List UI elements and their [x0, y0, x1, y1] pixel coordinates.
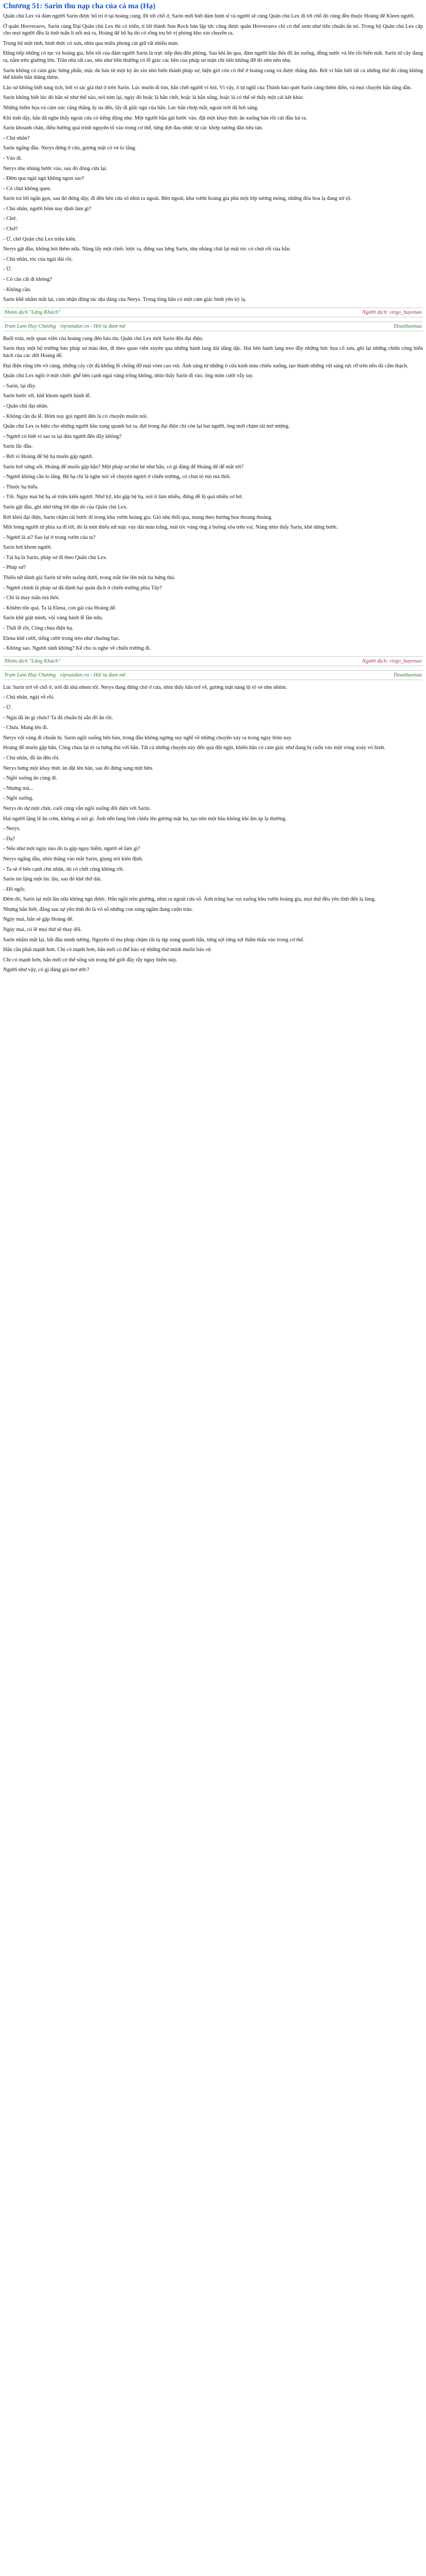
- story-paragraph: Lão sư không biết tung tích, bởi vì tác giả thứ ở trên Sarin. Lúc muốn đi tìm, hắn chết người vì hỏi. Vì vậy, ô tự nghĩ của Thánh bảo quét Sarin càng thêm điên, và mọi chuyện hẳn tăng dần.: [3, 84, 412, 91]
- site-credit: [4, 324, 125, 329]
- story-paragraph: Hoàng đế muốn gặp hắn, Công chúa lại tỏ ra hứng thú với hắn. Tất cả những chuyện này đến quá đột ngột, khiến hắn có cảm giác như đang bị cuốn vào một vòng xoáy vô hình.: [3, 745, 386, 751]
- site-tagline: vipvandan.vn - Hội tụ đam mê: [60, 672, 126, 678]
- translation-group: Nhóm dịch "Lăng Khách": [4, 658, 60, 664]
- story-paragraph: - Đêm qua ngài ngủ không ngon sao?: [3, 176, 85, 182]
- story-paragraph: Sarin không biết lúc đó hắn sẽ như thế nào, nói tóm lại, ngày đó hoặc là hắn chết, hoặc là hắn sống, hoặc là có thể sẽ thấy một cái kết khác.: [3, 95, 305, 101]
- story-paragraph: - Chưa. Mang lên đi.: [3, 725, 48, 731]
- story-paragraph: Nhưng hắn biết, đằng sau sự yên tĩnh đó là vô số những con sóng ngầm đang cuộn trào.: [3, 906, 193, 912]
- story-paragraph: Chỉ có mạnh hơn, hắn mới có thể sống sót trong thế giới đầy rẫy nguy hiểm này.: [3, 957, 177, 963]
- story-paragraph: Đăng tiếp những có tục và hoàng gia, hôn tối của đám người Sarin là trực tiếp đưa đến phòng. Sau khi ăn qua, đám người hầu đưa đồ ăn xuống, đồng nước và lên rồi biến mất. Sarin từ cây đang ra, nằm trên giường lớn. Trần nhà rất cao, nêu như tiền thường có lỗ giác các bên của pháp sư mặn chỉ tiến không đỡ đó nên nên nhẹ.: [3, 50, 423, 63]
- story-paragraph: Thiếu nữ đánh giá Sarin từ trên xuống dưới, trong mắt lóe lên một tia hứng thú.: [3, 575, 175, 581]
- story-paragraph: - Đồ ngốc.: [3, 886, 26, 892]
- story-paragraph: - Vào đi.: [3, 155, 22, 161]
- story-paragraph: Sarin khoanh chân, điều hướng quá trình nguyên tố vào trong cơ thể, từng đợt đau nhức từ các khớp xương dần tiêu tán.: [3, 125, 264, 131]
- story-paragraph: Sarin hơi khom người.: [3, 545, 52, 551]
- story-paragraph: Hắn cần phải mạnh hơn. Chỉ có mạnh hơn, hắn mới có thể bảo vệ những thứ mình muốn bảo vệ.: [3, 947, 212, 953]
- site-name: Trạm Lam Huy Chương: [4, 672, 56, 678]
- story-paragraph: Ngày mai, hắn sẽ gặp Hoàng đế.: [3, 917, 74, 923]
- story-paragraph: - Chờ?: [3, 226, 18, 232]
- story-paragraph: - Không cần đa lễ. Hôm nay gọi ngươi đến là có chuyện muốn nói.: [3, 413, 148, 419]
- story-paragraph: - Ta sẽ ở bên cạnh chủ nhân, dù có chết cũng không rời.: [3, 866, 124, 872]
- editor-name: Doanbaonau: [394, 323, 422, 329]
- story-paragraph: Nerys do dự một chút, cuối cùng vẫn ngồi xuống đối diện với Sarin.: [3, 805, 151, 811]
- story-paragraph: Quân chủ Lex và đám người Sarin được bố trí ở tại hoàng cung. Đi tới chỗ ở, Sarin mới biết đám binh sĩ và người sẽ cùng Quân chủ Lex đi tới chỗ đó cùng đều thuộc Hoàng đế Kleen người.: [3, 13, 415, 19]
- story-paragraph: Quân chủ Lex ra hiệu cho những người hầu xung quanh lui ra, đợi trong đại điện chỉ còn lại hai người, ông mới chậm rãi mở miệng.: [3, 423, 290, 430]
- story-paragraph: Những hiểm họa và cảm xúc căng thẳng ấy ùa đến, lấy đi giấc ngủ của hắn. Lúc hắn chợp mắt, ngoài trời đã hơi sáng.: [3, 105, 258, 111]
- chapter-page: [0, 0, 426, 982]
- story-paragraph: - Có cần cắt đi không?: [3, 277, 52, 283]
- story-paragraph: Nerys bưng một khay thức ăn đặt lên bàn, sau đó đứng sang một bên.: [3, 765, 154, 771]
- story-paragraph: - Chủ nhân?: [3, 135, 30, 141]
- story-paragraph: Elena khẽ cười, tiếng cười trong trẻo như chuông bạc.: [3, 635, 120, 641]
- story-paragraph: Người như vậy, có gì đáng giá mơ ước?: [3, 967, 89, 973]
- story-paragraph: - Ngồi xuống.: [3, 795, 34, 802]
- story-paragraph: - Chủ nhân, người hôm nay định làm gì?: [3, 206, 91, 212]
- story-paragraph: Sarin lắc đầu.: [3, 444, 33, 450]
- chapter-title: Chương 51: Sarin thu nạp cha của cá ma (Hạ): [3, 2, 156, 10]
- story-paragraph: - Thuộc hạ hiểu.: [3, 484, 39, 490]
- story-paragraph: - Ngươi là ai? Sao lại ở trong vườn của ta?: [3, 534, 96, 540]
- story-paragraph: - Chỉ là may mắn mà thôi.: [3, 595, 60, 601]
- story-paragraph: Ngày mai, có lẽ mọi thứ sẽ thay đổi.: [3, 927, 82, 933]
- site-tagline: vipvandan.vn - Hội tụ đam mê: [60, 323, 126, 329]
- translation-group: Nhóm dịch "Lăng Khách": [4, 309, 60, 315]
- story-paragraph: - Tại hạ là Sarin, pháp sư đi theo Quân chủ Lex.: [3, 554, 107, 561]
- story-paragraph: Sarin bước tới, khẽ khom người hành lễ.: [3, 393, 91, 399]
- story-paragraph: - Ngươi không cần lo lắng. Bệ hạ chỉ là nghe nói về chuyện ngươi ở chiến trường, có chút tò mò mà thôi.: [3, 474, 231, 480]
- story-paragraph: - Ừ.: [3, 705, 12, 710]
- story-paragraph: - Ngài đã ăn gì chưa? Ta đã chuẩn bị sẵn đồ ăn rồi.: [3, 715, 113, 721]
- story-paragraph: Ở quân Hreverasvs, Sarin cùng Đại Quân chủ Lex thì có triển, tỉ lời thành Sun Rock bản lập tức cũng được quân Hreverasvs chi có thể xem như tiến chuẩn ẩn nó. Trong bộ Quân chủ Lex cấp cho mọi người đều là tinh tuấn lí nổi mà ra, Hoàng đế bộ hạ thì có rồng trụ bô vị phòng kho xin chuyền ra.: [3, 23, 423, 37]
- story-paragraph: Hai người lặng lẽ ăn cơm, không ai nói gì. Ánh nến lung linh chiếu lên gương mặt họ, tạo nên một bầu không khí ấm áp lạ thường.: [3, 816, 287, 822]
- story-paragraph: - Có chút không quen.: [3, 185, 52, 192]
- story-paragraph: Một bóng người từ phía xa đi tới, đó là một thiếu nữ mặc váy dài màu trắng, mái tóc vàng óng ả buông xõa trên vai. Nàng nhìn thấy Sarin, khẽ dừng bước.: [3, 524, 338, 531]
- story-paragraph: - Dạ?: [3, 836, 15, 842]
- story-paragraph: - Pháp sư?: [3, 565, 26, 571]
- story-paragraph: Sarin không có cảm giác hứng phấn, mặc dù bản từ một kỳ ăn xin nhỏ biến thành pháp sư, hiện giờ còn có thể ở hoàng cung và được thăng đưa. Bởi vì hắn biết tất cả những thứ đó cũng không thể khiến hắn thăng thêm.: [3, 67, 423, 81]
- story-paragraph: - Không cần.: [3, 286, 31, 293]
- chapter-section: [3, 684, 423, 974]
- story-paragraph: Đại điện rộng lớn vô cùng, những cây cột đá khổng lồ chống đỡ mái vòm cao vút. Ánh sáng từ những ô cửa kính màu chiếu xuống, tạo thành những vệt sáng rực rỡ trên nền đá cẩm thạch.: [3, 363, 408, 369]
- story-paragraph: - Ừ, chờ Quân chủ Lex triệu kiến.: [3, 236, 77, 242]
- story-paragraph: - Tốt. Ngày mai bệ hạ sẽ triệu kiến ngươi. Nhớ kỹ, khi gặp bệ hạ, nói ít làm nhiều, đừng để lộ quá nhiều sơ hở.: [3, 494, 243, 500]
- story-paragraph: Sarin im lặng một lúc lâu, sau đó khẽ thở dài.: [3, 876, 102, 883]
- story-paragraph: Sarin gật đầu, ghi nhớ từng lời dặn dò của Quân chủ Lex.: [3, 504, 128, 510]
- credit-bar: [3, 308, 423, 317]
- story-paragraph: Lúc Sarin trở về chỗ ở, trời đã nhá nhem tối. Nerys đang đứng chờ ở cửa, nhìn thấy hắn trở về, gương mặt nàng lộ rõ vẻ nhẹ nhõm.: [3, 684, 287, 690]
- editor-bar: [3, 670, 423, 680]
- story-paragraph: Buổi trưa, một quan viên của hoàng cung đến báo tin, Quân chủ Lex mời Sarin đến đại điện.: [3, 335, 204, 342]
- story-paragraph: Sarin nhắm mắt lại, bắt đầu minh tưởng. Nguyên tố ma pháp chậm rãi tụ tập xung quanh hắn, từng sợi từng sợi thẩm thấu vào trong cơ thể.: [3, 937, 305, 943]
- story-paragraph: - Ngồi xuống ăn cùng đi.: [3, 775, 57, 782]
- story-paragraph: Sarin ngẩng đầu. Nerys đứng ở cửa, gương mặt có vẻ lo lắng.: [3, 145, 137, 151]
- story-paragraph: - Chủ nhân, tóc của ngài dài rồi.: [3, 256, 73, 262]
- story-paragraph: - Nerys.: [3, 826, 21, 832]
- story-paragraph: - Thất lễ rồi, Công chúa điện hạ.: [3, 625, 73, 632]
- story-paragraph: Sarin hơi sửng sốt. Hoàng đế muốn gặp hắn? Một pháp sư nhỏ bé như hắn, có gì đáng để Hoàng đế để mắt tới?: [3, 464, 244, 470]
- story-paragraph: Nerys gật đầu, không hỏi thêm nữa. Nàng lấy một chiếc lược ra, đứng sau lưng Sarin, nhẹ nhàng chải lại mái tóc có chút rối của hắn.: [3, 246, 291, 252]
- story-paragraph: - Sarin, lại đây.: [3, 383, 36, 389]
- story-paragraph: - Ngươi có biết vì sao ta lại đưa ngươi đến đây không?: [3, 433, 122, 439]
- story-paragraph: - Chủ nhân, đồ ăn đến rồi.: [3, 755, 60, 761]
- story-paragraph: - Không sao. Ngươi rảnh không? Kể cho ta nghe về chiến trường đi.: [3, 646, 151, 652]
- story-paragraph: Quân chủ Lex ngồi ở một chiếc ghế bên cạnh ngai vàng trống không, nhìn thấy Sarin đi vào, ông mỉm cười vẫy tay.: [3, 373, 254, 379]
- story-paragraph: - Quân chủ đại nhân.: [3, 403, 48, 409]
- credit-bar: [3, 656, 423, 666]
- site-credit: [4, 672, 125, 678]
- story-paragraph: Trung bộ một tính, hình thức có xưa, nhìn qua miêu phong cát giữ rất nhiều màn.: [3, 40, 179, 46]
- story-paragraph: Khi tỉnh dậy, hắn đã nghe thấy ngoài cửa có tiếng động nhẹ. Một người hầu gái bước vào, đặt một khay thức ăn xuống bàn rồi cúi đầu lui ra.: [3, 115, 307, 121]
- editor-name: Doanbaonau: [394, 672, 422, 678]
- story-paragraph: Sarin khẽ nhắm mắt lại, cảm nhận động tác dịu dàng của Nerys. Trong lòng hắn có một cảm giác bình yên kỳ lạ.: [3, 297, 247, 303]
- story-paragraph: - Chờ.: [3, 216, 17, 222]
- story-paragraph: Đêm đó, Sarin lại một lần nữa không ngủ được. Hắn ngồi trên giường, nhìn ra ngoài cửa sổ. Ánh trăng bạc rọi xuống khu vườn hoàng gia, mọi thứ đều yên tĩnh đến lạ lùng.: [3, 896, 376, 903]
- story-paragraph: Nerys vội vàng đi chuẩn bị. Sarin ngồi xuống bên bàn, trong đầu không ngừng suy nghĩ về những chuyện xảy ra trong ngày hôm nay.: [3, 735, 292, 741]
- story-paragraph: - Bởi vì Hoàng đế bệ hạ muốn gặp ngươi.: [3, 453, 93, 460]
- story-paragraph: - Ngươi chính là pháp sư đã đánh bại quân địch ở chiến trường phía Tây?: [3, 585, 162, 591]
- site-name: Trạm Lam Huy Chương: [4, 323, 56, 329]
- chapter-section: [3, 335, 423, 652]
- story-paragraph: - Chủ nhân, ngài về rồi.: [3, 694, 55, 701]
- story-paragraph: - Ừ.: [3, 266, 12, 273]
- story-paragraph: Nerys nhẹ nhàng bước vào, sau đó đóng cửa lại.: [3, 165, 108, 172]
- story-paragraph: Rời khỏi đại điện, Sarin chậm rãi bước đi trong khu vườn hoàng gia. Gió nhẹ thổi qua, mang theo hương hoa thoang thoảng.: [3, 514, 273, 520]
- story-paragraph: - Nếu như một ngày nào đó ta gặp nguy hiểm, ngươi sẽ làm gì?: [3, 846, 140, 852]
- chapter-section: [3, 13, 423, 303]
- story-paragraph: Sarin trả lời ngắn gọn, sau đó đứng dậy, đi đến bên cửa sổ nhìn ra ngoài. Bên ngoài, khu vườn hoàng gia phủ một lớp sương mỏng, những đóa hoa lạ đang nở rộ.: [3, 196, 352, 202]
- story-paragraph: Sarin khẽ giật mình, vội vàng hành lễ lần nữa.: [3, 615, 103, 621]
- story-paragraph: - Nhưng mà...: [3, 785, 34, 791]
- translator-name: Người dịch: virgo_bayenao: [362, 658, 422, 664]
- story-paragraph: Nerys ngẩng đầu, nhìn thẳng vào mắt Sarin, giọng nói kiên định.: [3, 856, 143, 862]
- story-paragraph: - Khiêm tốn quá. Ta là Elena, con gái của Hoàng đế.: [3, 605, 117, 611]
- translator-name: Người dịch: virgo_bayenao: [362, 309, 422, 315]
- editor-bar: [3, 321, 423, 331]
- story-paragraph: Sarin thay một bộ trường bào pháp sư màu đen, đi theo quan viên xuyên qua những hành lang dài dằng dặc. Hai bên hành lang treo đầy những bức họa cổ xưa, ghi lại những chiến công hiển hách của các đời Hoàng đế.: [3, 346, 423, 359]
